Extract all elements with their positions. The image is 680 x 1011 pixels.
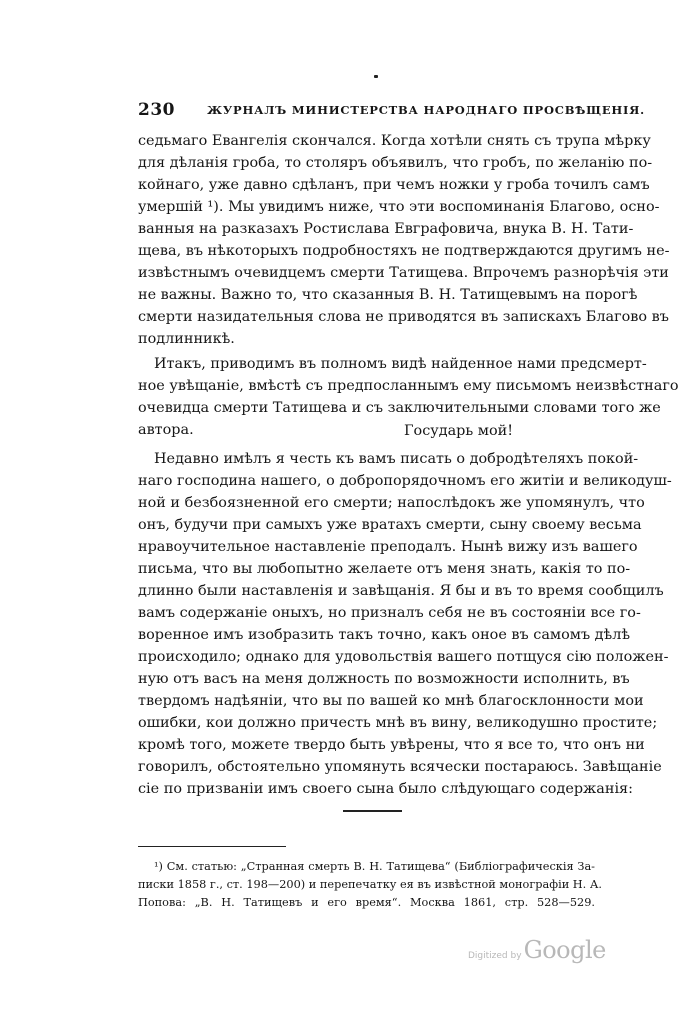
- text-line: ное увѣщаніе, вмѣстѣ съ предпосланнымъ ему письмомъ неизвѣстнаго: [138, 378, 679, 394]
- journal-title: ЖУРНАЛЪ МИНИСТЕРСТВА НАРОДНАГО ПРОСВѢЩЕНІЯ.: [207, 103, 645, 117]
- text-line: койнаго, уже давно сдѣланъ, при чемъ ножки у гроба точилъ самъ: [138, 177, 650, 193]
- section-separator: [343, 810, 402, 812]
- footnote-line: Попова: „В. Н. Татищевъ и его время“. Москва 1861, стр. 528—529.: [138, 896, 595, 909]
- text-line: ную отъ васъ на меня должность по возможности исполнить, въ: [138, 671, 630, 687]
- printing-speck: [374, 75, 378, 78]
- text-line: вамъ содержаніе оныхъ, но призналъ себя не въ состояніи все го-: [138, 605, 641, 621]
- text-line: автора.: [138, 422, 194, 438]
- text-line: Итакъ, приводимъ въ полномъ видѣ найденное нами предсмерт-: [154, 356, 647, 372]
- text-line: подлинникѣ.: [138, 331, 235, 347]
- text-line: смерти назидательныя слова не приводятся въ запискахъ Благово въ: [138, 309, 669, 325]
- text-line: седьмаго Евангелія скончался. Когда хотѣли снять съ трупа мѣрку: [138, 133, 651, 149]
- footnote-line: ¹) См. статью: „Странная смерть В. Н. Татищева“ (Библіографическія За-: [154, 860, 595, 873]
- text-line: очевидца смерти Татищева и съ заключительными словами того же: [138, 400, 661, 416]
- text-line: умершій ¹). Мы увидимъ ниже, что эти воспоминанія Благово, осно-: [138, 199, 660, 215]
- footnote-rule: [138, 846, 286, 847]
- watermark-prefix: Digitized by: [468, 951, 522, 961]
- text-line: щева, въ нѣкоторыхъ подробностяхъ не подтверждаются другимъ не-: [138, 243, 670, 259]
- text-line: письма, что вы любопытно желаете отъ меня знать, какія то по-: [138, 561, 631, 577]
- text-line: происходило; однако для удовольствія вашего потщуся сію положен-: [138, 649, 669, 665]
- page-number: 230: [138, 100, 175, 120]
- digitized-watermark: [468, 936, 606, 964]
- running-header: [138, 100, 645, 120]
- text-line: для дѣланія гроба, то столяръ объявилъ, что гробъ, по желанію по-: [138, 155, 653, 171]
- text-line: онъ, будучи при самыхъ уже вратахъ смерти, сыну своему весьма: [138, 517, 642, 533]
- text-line: нравоучительное наставленіе преподалъ. Нынѣ вижу изъ вашего: [138, 539, 638, 555]
- text-line: ошибки, кои должно причесть мнѣ въ вину, великодушно простите;: [138, 715, 658, 731]
- text-line: говорилъ, обстоятельно упомянуть всячески постараюсь. Завѣщаніе: [138, 759, 662, 775]
- text-line: извѣстнымъ очевидцемъ смерти Татищева. Впрочемъ разнорѣчія эти: [138, 265, 669, 281]
- text-line: кромѣ того, можете твердо быть увѣрены, что я все то, что онъ ни: [138, 737, 645, 753]
- text-line: твердомъ надѣяніи, что вы по вашей ко мнѣ благосклонности мои: [138, 693, 644, 709]
- letter-greeting: Государь мой!: [404, 423, 514, 439]
- footnote-line: писки 1858 г., ст. 198—200) и перепечатку ея въ извѣстной монографіи Н. А.: [138, 878, 602, 891]
- text-line: сіе по призваніи имъ своего сына было слѣдующаго содержанія:: [138, 781, 633, 797]
- text-line: не важны. Важно то, что сказанныя В. Н. Татищевымъ на порогѣ: [138, 287, 638, 303]
- text-line: Недавно имѣлъ я честь къ вамъ писать о добродѣтеляхъ покой-: [154, 451, 639, 467]
- google-logo: Google: [523, 936, 606, 964]
- text-line: ной и безбоязненной его смерти; напослѣдокъ же упомянулъ, что: [138, 495, 645, 511]
- text-line: наго господина нашего, о добропорядочномъ его житіи и великодуш-: [138, 473, 672, 489]
- text-line: воренное имъ изобразить такъ точно, какъ оное въ самомъ дѣлѣ: [138, 627, 631, 643]
- text-line: длинно были наставленія и завѣщанія. Я бы и въ то время сообщилъ: [138, 583, 664, 599]
- text-line: ванныя на разказахъ Ростислава Евграфовича, внука В. Н. Тати-: [138, 221, 634, 237]
